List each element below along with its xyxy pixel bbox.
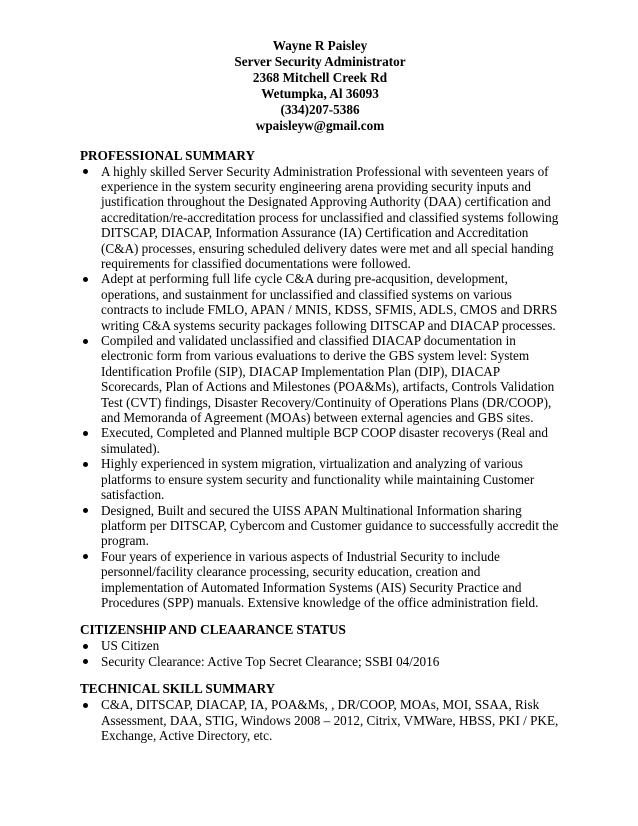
- resume-page: [80, 38, 560, 755]
- section-heading: CITIZENSHIP AND CLEAARANCE STATUS: [80, 622, 346, 638]
- list-item: Four years of experience in various aspects of Industrial Security to include personnel/facility clearance processing, security education, creation and implementation of Automated Information Systems (AIS) Security Practice and Procedures (SPP) manuals. Extensive knowledge of the office administration field.: [80, 549, 560, 611]
- list-item: US Citizen: [80, 638, 560, 653]
- applicant-name: Wayne R Paisley: [272, 38, 368, 53]
- job-title: Server Security Administrator: [234, 54, 406, 70]
- section-heading: PROFESSIONAL SUMMARY: [80, 147, 256, 163]
- city-state-zip: Wetumpka, Al 36093: [261, 86, 379, 102]
- list-item: Highly experienced in system migration, virtualization and analyzing of various platforms to ensure system security and functionality while maintaining Customer satisfaction.: [80, 456, 560, 502]
- citizenship-list: [80, 638, 560, 669]
- street-address: 2368 Mitchell Creek Rd: [252, 70, 388, 86]
- technical-skills-section: [80, 681, 560, 743]
- email-address: wpaisleyw@gmail.com: [255, 118, 385, 134]
- phone-number: (334)207-5386: [280, 102, 360, 118]
- list-item: Executed, Completed and Planned multiple BCP COOP disaster recoverys (Real and simulated).: [80, 425, 560, 456]
- section-heading: TECHNICAL SKILL SUMMARY: [80, 681, 276, 697]
- summary-list: [80, 164, 560, 611]
- contact-header: [80, 38, 560, 135]
- list-item: C&A, DITSCAP, DIACAP, IA, POA&Ms, , DR/COOP, MOAs, MOI, SSAA, Risk Assessment, DAA, STIG, Windows 2008 – 2012, Citrix, VMWare, HBSS, PKI / PKE, Exchange, Active Directory, etc.: [80, 697, 560, 743]
- skills-list: [80, 697, 560, 743]
- list-item: Designed, Built and secured the UISS APAN Multinational Information sharing platform per DITSCAP, Cybercom and Customer guidance to successfully accredit the program.: [80, 503, 560, 549]
- list-item: Adept at performing full life cycle C&A during pre-acqusition, development, operations, and sustainment for unclassified and classified systems on various contracts to include FMLO, APAN / MNIS, KDSS, SFMIS, ADLS, CMOS and DRRS writing C&A systems security packages following DITSCAP and DIACAP processes.: [80, 271, 560, 333]
- list-item: A highly skilled Server Security Administration Professional with seventeen years of experience in the system security engineering arena providing security inputs and justification throughout the Designated Approving Authority (DAA) certification and accreditation/re-accreditation process for unclassified and classified systems following DITSCAP, DIACAP, Information Assurance (IA) Certification and Accreditation (C&A) processes, ensuring scheduled delivery dates were met and all special handing requirements for classified documentations were followed.: [80, 164, 560, 272]
- professional-summary-section: [80, 148, 560, 611]
- list-item: Security Clearance: Active Top Secret Clearance; SSBI 04/2016: [80, 654, 560, 669]
- citizenship-section: [80, 622, 560, 669]
- list-item: Compiled and validated unclassified and classified DIACAP documentation in electronic form from various evaluations to derive the GBS system level: System Identification Profile (SIP), DIACAP Implementation Plan (DIP), DIACAP Scorecards, Plan of Actions and Milestones (POA&Ms), artifacts, Controls Validation Test (CVT) findings, Disaster Recovery/Continuity of Operations Plans (DR/COOP), and Memoranda of Agreement (MOAs) between external agencies and GBS sites.: [80, 333, 560, 425]
